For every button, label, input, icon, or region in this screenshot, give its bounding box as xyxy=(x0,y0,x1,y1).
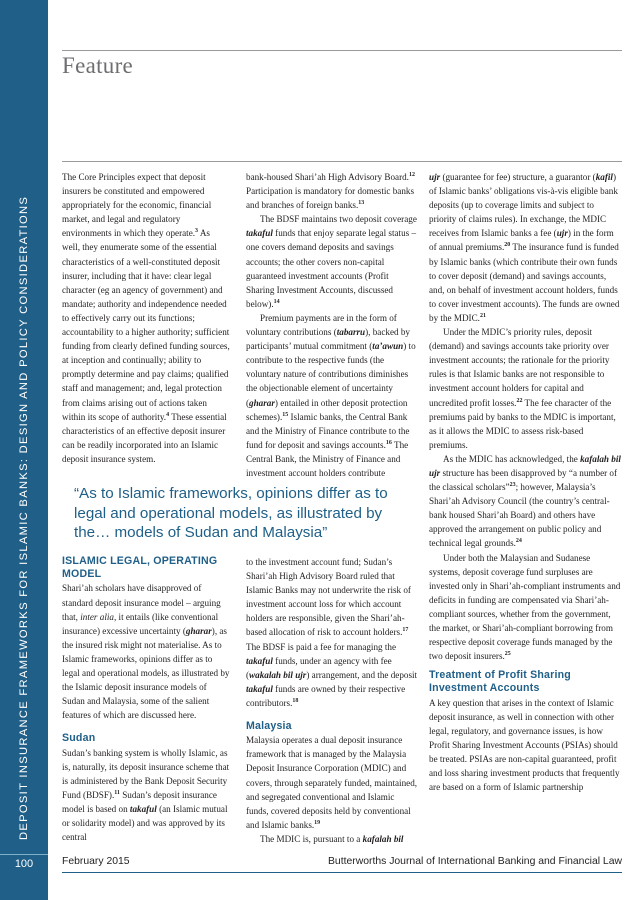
text: Malaysia operates a dual deposit insurance framework that is managed by the Malaysia Deposit Insurance Corporation (MDIC) and covers, through separately funded, maintained, and segregated conventional and Islamic funds, covered deposits held by conventional and Islamic banks. xyxy=(246,735,418,830)
running-title-sidebar xyxy=(0,0,48,900)
footnote-ref: 18 xyxy=(292,697,299,704)
footnote-ref: 17 xyxy=(402,627,409,634)
footnote-ref: 19 xyxy=(314,819,321,826)
text: ; however, Malaysia’s Shari’ah Advisory Council (the country’s central-bank housed Shari’ah Board) and others have approved the arrangement on public policy and technical legal grounds. xyxy=(429,482,610,549)
text: Shari’ah scholars have disapproved of standard deposit insurance model – arguing that, xyxy=(62,583,221,622)
italic-term: wakalah bil ujr xyxy=(249,669,307,680)
paragraph xyxy=(62,581,230,722)
footnote-ref: 21 xyxy=(479,312,486,319)
text: ) of Islamic banks’ obligations vis-à-vis eligible bank deposits (up to coverage limits and subject to priority of claims rules). In exchange, the MDIC receives from Islamic banks a fee ( xyxy=(429,172,618,239)
text: structure has been disapproved by “a number of the classical scholars” xyxy=(429,467,618,493)
footnote-ref: 16 xyxy=(385,439,392,446)
footnote-ref: 3 xyxy=(195,228,199,235)
text: Sudan’s banking system is wholly Islamic, as is, naturally, its deposit insurance scheme that is administered by the Bank Deposit Security Fund (BDSF). xyxy=(62,747,230,800)
bottom-column-1 xyxy=(62,555,230,844)
text: ) arrangement, and the deposit xyxy=(306,669,418,680)
text: ), as the insured risk might not materialise. As to Islamic frameworks, opinions differ as to legal and operational models, as illustrated by the Islamic deposit insurance models of Sudan and Malaysia, some of the salient features of which are discussed here. xyxy=(62,625,230,721)
page-number: 100 xyxy=(0,854,48,873)
section-label: Feature xyxy=(62,53,134,78)
footnote-ref: 13 xyxy=(358,200,365,207)
footnote-ref: 11 xyxy=(114,789,120,796)
italic-term: gharar xyxy=(249,397,275,408)
text: The fee character of the premiums paid by banks to the MDIC is important, as it allows the MDIC to assess risk-based premiums. xyxy=(429,397,616,450)
paragraph xyxy=(429,325,623,452)
italic-term: ujr xyxy=(429,172,441,182)
paragraph xyxy=(246,170,418,212)
text: The MDIC is, pursuant to a xyxy=(260,833,363,844)
italic-term: takaful xyxy=(246,228,273,239)
section-heading: Malaysia xyxy=(246,720,292,733)
text: funds are owned by their respective contributors. xyxy=(246,683,406,708)
italic-term: kafil xyxy=(595,172,613,182)
footnote-ref: 20 xyxy=(504,242,511,249)
section-heading: Treatment of Profit Sharing Investment Accounts xyxy=(429,669,571,695)
paragraph xyxy=(246,555,418,710)
paragraph xyxy=(246,733,418,832)
footnote-ref: 14 xyxy=(273,298,280,305)
text: Islamic banks, the Central Bank and the Ministry of Finance contribute to the fund for deposit and savings accounts. xyxy=(246,411,410,450)
italic-term: gharar xyxy=(185,625,212,636)
footnote-ref: 15 xyxy=(282,411,289,418)
paragraph xyxy=(429,452,623,551)
header-rule-top xyxy=(62,50,622,51)
text: , it entails (like conventional insurance) excessive uncertainty ( xyxy=(62,611,219,636)
text: The BDSF is paid a fee for managing the xyxy=(246,641,397,652)
text: ) to contribute to the respective funds (the voluntary nature of contributions diminishes the objectionable element of uncertainty ( xyxy=(246,341,416,408)
footnote-ref: 12 xyxy=(408,171,415,178)
paragraph xyxy=(429,696,623,795)
header-rule-bottom xyxy=(62,161,622,162)
text: ) in the form of annual premiums. xyxy=(429,228,614,253)
footnote-ref: 25 xyxy=(504,651,511,658)
text: Participation is mandatory for domestic banks and branches of foreign banks. xyxy=(246,186,415,211)
italic-term: ujr xyxy=(556,228,568,239)
footer-rule xyxy=(62,872,622,873)
footnote-ref: 23 xyxy=(509,482,516,489)
paragraph xyxy=(246,832,418,846)
text: Under both the Malaysian and Sudanese systems, deposit coverage fund surpluses are invested only in Shari’ah-compliant instruments and deficits in funding are compensated via Shari’ah-compliant sources, whether from the government, the market, or Shari’ah-compliant borrowing from respective deposit coverage funds managed by the two deposit insurers. xyxy=(429,552,621,662)
text: These essential characteristics of an effective deposit insurer can be readily incorporated into an Islamic deposit insurance system. xyxy=(62,411,227,464)
italic-term: takaful xyxy=(246,683,273,694)
italic-term: takaful xyxy=(129,803,157,814)
paragraph xyxy=(62,746,230,845)
paragraph xyxy=(429,551,623,664)
footer-journal-title: Butterworths Journal of International Banking and Financial Law xyxy=(328,856,622,867)
text: funds that enjoy separate legal status – one covers demand deposits and savings accounts; the other covers non-capital guaranteed investment accounts (Profit Sharing Investment Accounts, discussed below). xyxy=(246,228,417,309)
text: The insurance fund is funded by Islamic banks (which contribute their own funds to cover deposit (demand) and savings accounts, and, on behalf of investment account holders, funds to cover investment accounts). The funds are owned by the MDIC. xyxy=(429,242,620,323)
section-heading: ISLAMIC LEGAL, OPERATING MODEL xyxy=(62,555,218,581)
text: (an Islamic mutual or solidarity model) and was approved by its central xyxy=(62,803,228,843)
top-column-1 xyxy=(62,170,230,466)
text: to the investment account fund; Sudan’s Shari’ah High Advisory Board ruled that Islamic Banks may not underwrite the risk of investment account loss for which account holders are responsible, given the Shari’ah-based allocation of risk to account holders. xyxy=(246,557,411,638)
running-title: DEPOSIT INSURANCE FRAMEWORKS FOR ISLAMIC BANKS: DESIGN AND POLICY CONSIDERATIONS xyxy=(18,195,30,840)
italic-term: inter alia xyxy=(80,611,114,622)
text: ), backed by participants’ mutual commitment ( xyxy=(246,327,410,352)
text: The BDSF maintains two deposit coverage xyxy=(260,214,417,225)
italic-term: kafalah bil xyxy=(362,833,404,844)
pull-quote: “As to Islamic frameworks, opinions differ as to legal and operational models, as illustrated by the… models of Sudan and Malaysia” xyxy=(74,485,388,542)
top-column-2 xyxy=(246,170,418,480)
text: The Core Principles expect that deposit insurers be constituted and empowered appropriately for the economic, financial market, and legal and regulatory environments in which they operate. xyxy=(62,172,212,239)
text: Premium payments are in the form of voluntary contributions ( xyxy=(246,312,397,338)
italic-term: ta’awun xyxy=(372,341,404,352)
text: (guarantee for fee) structure, a guarantor ( xyxy=(440,172,596,182)
text: As well, they enumerate some of the essential characteristics of a well-constituted deposit insurer, including that it have: clear legal character (eg an agency of government) and mandate; authority and independence needed to effectively carry out its functions; accountability to a higher authority; sufficient funding from clearly defined funding sources, at inception and continually; ability to promptly determine and pay claims; qualified staff and management; and, legal protection from claims arising out of actions taken within its scope of authority. xyxy=(62,228,230,422)
italic-term: kafalah bil ujr xyxy=(429,453,621,478)
footnote-ref: 24 xyxy=(515,538,522,545)
footer-date: February 2015 xyxy=(62,856,130,867)
right-column xyxy=(429,170,623,794)
paragraph xyxy=(429,170,623,325)
section-heading: Sudan xyxy=(62,732,96,745)
text: Under the MDIC’s priority rules, deposit (demand) and savings accounts take priority over investment accounts; the rationale for the priority rules is that Islamic banks are not responsible to investment account holders for capital and uncredited profit losses. xyxy=(429,327,610,408)
paragraph xyxy=(246,212,418,311)
italic-term: takaful xyxy=(246,655,273,666)
text: The Central Bank, the Ministry of Finance and investment account holders contribute xyxy=(246,439,409,478)
text: funds, under an agency with fee ( xyxy=(246,655,392,680)
text: Sudan’s deposit insurance model is based on xyxy=(62,789,217,814)
text: bank-housed Shari’ah High Advisory Board. xyxy=(246,172,409,182)
paragraph xyxy=(62,170,230,466)
bottom-column-2 xyxy=(246,555,418,846)
footnote-ref: 22 xyxy=(516,397,523,404)
italic-term: tabarru xyxy=(336,327,366,338)
text: ) entailed in other deposit protection schemes). xyxy=(246,397,408,422)
paragraph xyxy=(246,311,418,480)
text: As the MDIC has acknowledged, the xyxy=(443,453,581,464)
text: A key question that arises in the context of Islamic deposit insurance, as well in connection with other legal, regulatory, and governance issues, is how Profit Sharing Investment Accounts (PSIAs) should be treated. PSIAs are non-capital guaranteed, profit and loss sharing investment products that frequently are based on a form of Islamic partnership xyxy=(429,697,620,793)
footnote-ref: 4 xyxy=(166,411,170,418)
